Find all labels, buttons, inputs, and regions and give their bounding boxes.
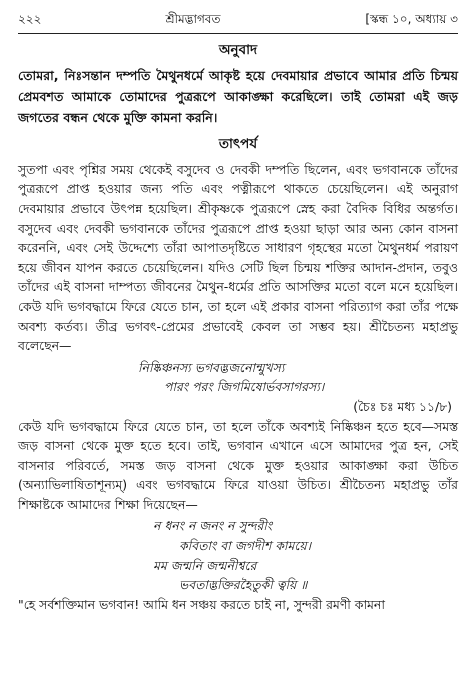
verse-1-reference: (চৈঃ চঃ মধ্য ১১/৮) (353, 398, 452, 414)
page-number: ২২২ (18, 12, 42, 26)
purport-heading: তাৎপর্য (218, 136, 258, 153)
book-title: শ্রীমদ্ভাগবত (165, 12, 221, 26)
verse-2 (18, 516, 458, 594)
purport-paragraph-2: কেউ যদি ভগবদ্ধামে ফিরে যেতে চান, তা হলে তাঁকে অবশ্যই নিষ্কিঞ্চন হতে হবে—সমস্ত জড় বাসনা থেকে মুক্ত হতে হবে। তাই, ভগবান এখানে এসে আমাদের পুত্র হন, সেই বাসনার পরিবর্তে, সমস্ত জড় বাসনা থেকে মুক্ত হওয়ার আকাঙ্ক্ষা করা উচিত (অন্যাভিলাষিতাশূন্যম্) এবং ভগবদ্ধামে ফিরে যাওয়া উচিত। শ্রীচৈতন্য মহাপ্রভু তাঁর শিক্ষাষ্টকে আমাদের শিক্ষা দিয়েছেন— (18, 418, 458, 512)
page-header (18, 10, 458, 34)
page (18, 10, 458, 614)
verse-1-line-2: পারং পরং জিগমিষোর্ভবসাগরস্য। (164, 379, 325, 395)
purport-body (18, 160, 458, 615)
purport-final-quote: "হে সর্বশক্তিমান ভগবান! আমি ধন সঞ্চয় করতে চাই না, সুন্দরী রমণী কামনা (18, 596, 385, 612)
translation-heading: অনুবাদ (218, 41, 258, 58)
verse-2-line-2: কবিতাং বা জগদীশ কাময়ে। (179, 538, 312, 554)
verse-2-line-4: ভবতাদ্ভক্তিরহৈতুকী ত্বয়ি ॥ (179, 577, 308, 593)
translation-text: তোমরা, নিঃসন্তান দম্পতি মৈথুনধর্মে আকৃষ্ট হয়ে দেবমায়ার প্রভাবে আমার প্রতি চিন্ময় প্রেমবশত আমাকে তোমাদের পুত্ররূপে আকাঙ্ক্ষা করেছিলে। তাই তোমরা এই জড় জগতের বন্ধন থেকে মুক্তি কামনা করনি। (18, 68, 458, 126)
canto-chapter: [স্কন্ধ ১০, অধ্যায় ৩ (365, 12, 458, 26)
verse-2-line-3: মম জন্মনি জন্মনীশ্বরে (153, 557, 257, 573)
verse-1 (18, 358, 458, 397)
verse-2-line-1: ন ধনং ন জনং ন সুন্দরীং (153, 518, 273, 534)
verse-1-line-1: নিষ্কিঞ্চনস্য ভগবদ্ভজনোন্মুখস্য (138, 359, 285, 375)
purport-paragraph-1: সুতপা এবং পৃশ্নির সময় থেকেই বসুদেব ও দেবকী দম্পতি ছিলেন, এবং ভগবানকে তাঁদের পুত্ররূপে প্রাপ্ত হওয়ার জন্য পতি এবং পত্নীরূপে থাকতে চেয়েছিলেন। এই অনুরাগ দেবমায়ার প্রভাবে উৎপন্ন হয়েছিল। শ্রীকৃষ্ণকে পুত্ররূপে স্নেহ করা বৈদিক বিধির অন্তর্গত। বসুদেব এবং দেবকী ভগবানকে তাঁদের পুত্ররূপে প্রাপ্ত হওয়া ছাড়া আর অন্য কোন বাসনা করেননি, এবং সেই উদ্দেশ্যে তাঁরা আপাতদৃষ্টিতে সাধারণ গৃহস্থের মতো মৈথুনধর্ম পরায়ণ হয়ে জীবন যাপন করতে চেয়েছিলেন। যদিও সেটি ছিল চিন্ময় শক্তির আদান-প্রদান, তবুও তাঁদের এই বাসনা দাম্পত্য জীবনের মৈথুন-ধর্মের প্রতি আসক্তির মতো বলে মনে হয়েছিল। কেউ যদি ভগবদ্ধামে ফিরে যেতে চান, তা হলে এই প্রকার বাসনা পরিত্যাগ করা তাঁর পক্ষে অবশ্য কর্তব্য। তীব্র ভগবৎ-প্রেমের প্রভাবেই কেবল তা সম্ভব হয়। শ্রীচৈতন্য মহাপ্রভু বলেছেন— (18, 161, 458, 354)
